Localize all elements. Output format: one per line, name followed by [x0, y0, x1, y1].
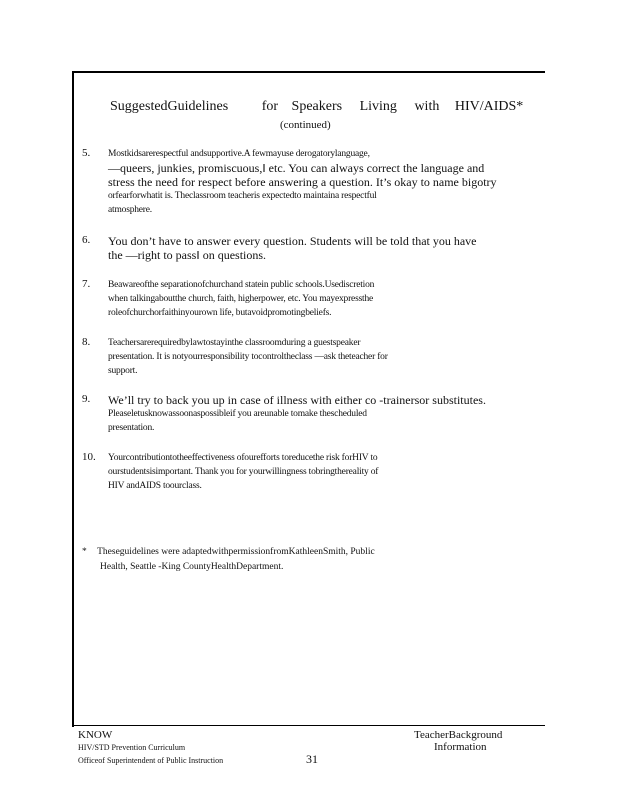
item-line: Yourcontributiontotheeffectiveness ofourefforts toreducethe risk forHIV to — [108, 453, 378, 463]
item-number: 9. — [82, 393, 91, 405]
footnote-line: Health, Seattle -King CountyHealthDepartment. — [100, 562, 284, 572]
left-border-rule — [72, 71, 74, 727]
title-word: with — [414, 99, 440, 114]
item-line: roleofchurchorfaithinyourown life, butavoidpromotingbeliefs. — [108, 308, 332, 318]
title-word: Living — [359, 99, 397, 114]
item-line: Beawareofthe separationofchurchand statein public schools.Usediscretion — [108, 280, 375, 290]
footer-left — [78, 729, 223, 767]
item-number: 5. — [82, 147, 91, 159]
footnote-line: Theseguidelines were adaptedwithpermissionfromKathleenSmith, Public — [97, 547, 375, 557]
item-line: orfearforwhatit is. Theclassroom teacheris expectedto maintaina respectful — [108, 191, 377, 201]
item-line: Teachersarerequiredbylawtostayinthe classroomduring a guestspeaker — [108, 338, 361, 348]
footer-section-title: TeacherBackground — [414, 729, 503, 741]
item-number: 8. — [82, 336, 91, 348]
footer-divider-rule — [72, 725, 545, 726]
page-title — [110, 99, 530, 115]
footer-curriculum: HIV/STD Prevention Curriculum — [78, 743, 186, 752]
item-line: —queers, junkies, promiscuous,‖ etc. You can always correct the language and — [108, 161, 485, 175]
item-line: ourstudentsisimportant. Thank you for yourwillingness tobringthereality of — [108, 467, 379, 477]
footnote-marker: * — [82, 547, 87, 557]
page-number: 31 — [306, 752, 318, 766]
footer-know: KNOW — [78, 729, 113, 741]
item-line: You don’t have to answer every question. Students will be told that you have — [108, 234, 477, 248]
item-line: presentation. — [108, 423, 155, 433]
item-line: presentation. It is notyourresponsibility tocontroltheclass —ask theteacher for — [108, 352, 388, 362]
item-line: We’ll try to back you up in case of illness with either co -trainersor substitutes. — [108, 393, 486, 407]
item-number: 10. — [82, 451, 96, 463]
item-number: 6. — [82, 234, 91, 246]
title-word: HIV/AIDS* — [454, 99, 524, 114]
item-line: atmosphere. — [108, 205, 152, 215]
title-word: SuggestedGuidelines — [110, 99, 229, 114]
item-number: 7. — [82, 278, 91, 290]
item-line: Mostkidsarerespectful andsupportive.A fewmayuse derogatorylanguage, — [108, 149, 370, 159]
footer-section-subtitle: Information — [434, 741, 487, 753]
item-line: support. — [108, 366, 138, 376]
footer-office: Officeof Superintendent of Public Instruction — [78, 756, 224, 765]
footnote — [82, 545, 532, 575]
footer-right — [414, 729, 502, 753]
item-line: HIV andAIDS toourclass. — [108, 481, 202, 491]
item-line: the —right to pass‖ on questions. — [108, 248, 267, 262]
top-border-rule — [72, 71, 545, 73]
title-word: for — [261, 99, 279, 114]
item-line: Pleaseletusknowassoonaspossibleif you areunable tomake thescheduled — [108, 409, 367, 419]
title-word: Speakers — [291, 99, 343, 114]
item-line: stress the need for respect before answering a question. It’s okay to name bigotry — [108, 175, 497, 189]
page-subtitle: (continued) — [280, 119, 331, 131]
item-line: when talkingaboutthe church, faith, higherpower, etc. You mayexpressthe — [108, 294, 374, 304]
